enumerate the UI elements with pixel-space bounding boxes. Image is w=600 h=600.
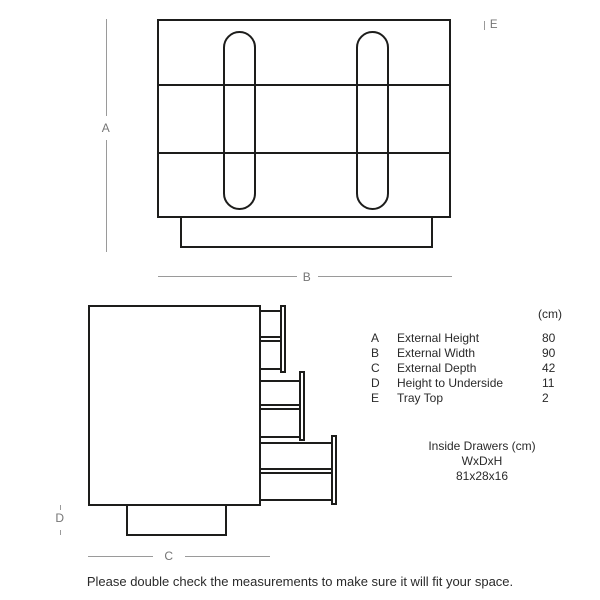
row-key: B [371,346,380,360]
dim-a-line-upper [106,19,107,116]
dim-c-line-right [185,556,270,557]
row-value: 2 [542,391,549,405]
dim-c-line-left [88,556,153,557]
drawer2-bottom-panel-upper [259,404,300,406]
row-value: 80 [542,331,556,345]
dim-b-line-left [158,276,297,277]
front-drawer-divider-top [158,84,450,86]
row-label: External Height [397,331,480,345]
drawer3-bottom-rail [259,499,332,501]
drawer2-bottom-rail [259,436,300,438]
row-key: E [371,391,380,405]
front-drawer-divider-bottom [158,152,450,154]
drawer2-bottom-panel-lower [259,408,300,410]
table-row [371,331,562,346]
drawer3-top-rail [259,442,332,444]
drawer-handle-right [356,31,389,210]
row-label: External Width [397,346,476,360]
row-key: D [371,376,380,390]
side-cabinet-outline [88,305,261,506]
table-row [371,346,562,361]
inside-drawers-format: WxDxH [461,454,503,468]
side-view [0,290,360,570]
drawer2-top-rail [259,380,300,382]
dim-a-label: A [101,121,111,135]
footer-note: Please double check the measurements to make sure it will fit your space. [86,574,514,589]
drawer1-bottom-panel-lower [259,340,281,342]
front-cabinet-outline [157,19,451,218]
row-key: C [371,361,380,375]
drawer1-top-rail [259,310,281,312]
drawer3-front-panel [331,435,337,505]
dim-d-label: D [55,511,65,525]
dim-b-line-right [318,276,452,277]
row-label: External Depth [397,361,477,375]
drawer2-front-panel [299,371,305,441]
inside-drawers-info [412,439,552,484]
drawer1-bottom-panel-upper [259,336,281,338]
table-unit-header: (cm) [538,307,562,321]
row-label: Height to Underside [397,376,504,390]
drawer1-front-panel [280,305,286,373]
drawer3-bottom-panel-upper [259,468,332,470]
side-base-outline [126,504,227,536]
inside-drawers-title: Inside Drawers (cm) [428,439,536,453]
row-value: 90 [542,346,556,360]
dim-a-line-lower [106,140,107,252]
row-label: Tray Top [397,391,444,405]
table-row [371,391,562,406]
row-value: 42 [542,361,556,375]
drawer-handle-left [223,31,256,210]
table-row [371,376,562,391]
front-base-outline [180,216,433,248]
drawer1-bottom-rail [259,368,281,370]
inside-drawers-dimensions: 81x28x16 [455,469,509,483]
dim-c-label: C [164,549,174,563]
measurement-table [371,331,562,406]
table-row [371,361,562,376]
row-value: 11 [542,376,555,390]
front-view [0,0,600,290]
dim-d-tick-top [60,505,61,510]
row-key: A [371,331,380,345]
dim-b-label: B [302,270,312,284]
dim-e-tick [484,21,485,30]
drawer3-bottom-panel-lower [259,472,332,474]
dim-e-label: E [489,19,499,31]
dim-d-tick-bottom [60,530,61,535]
